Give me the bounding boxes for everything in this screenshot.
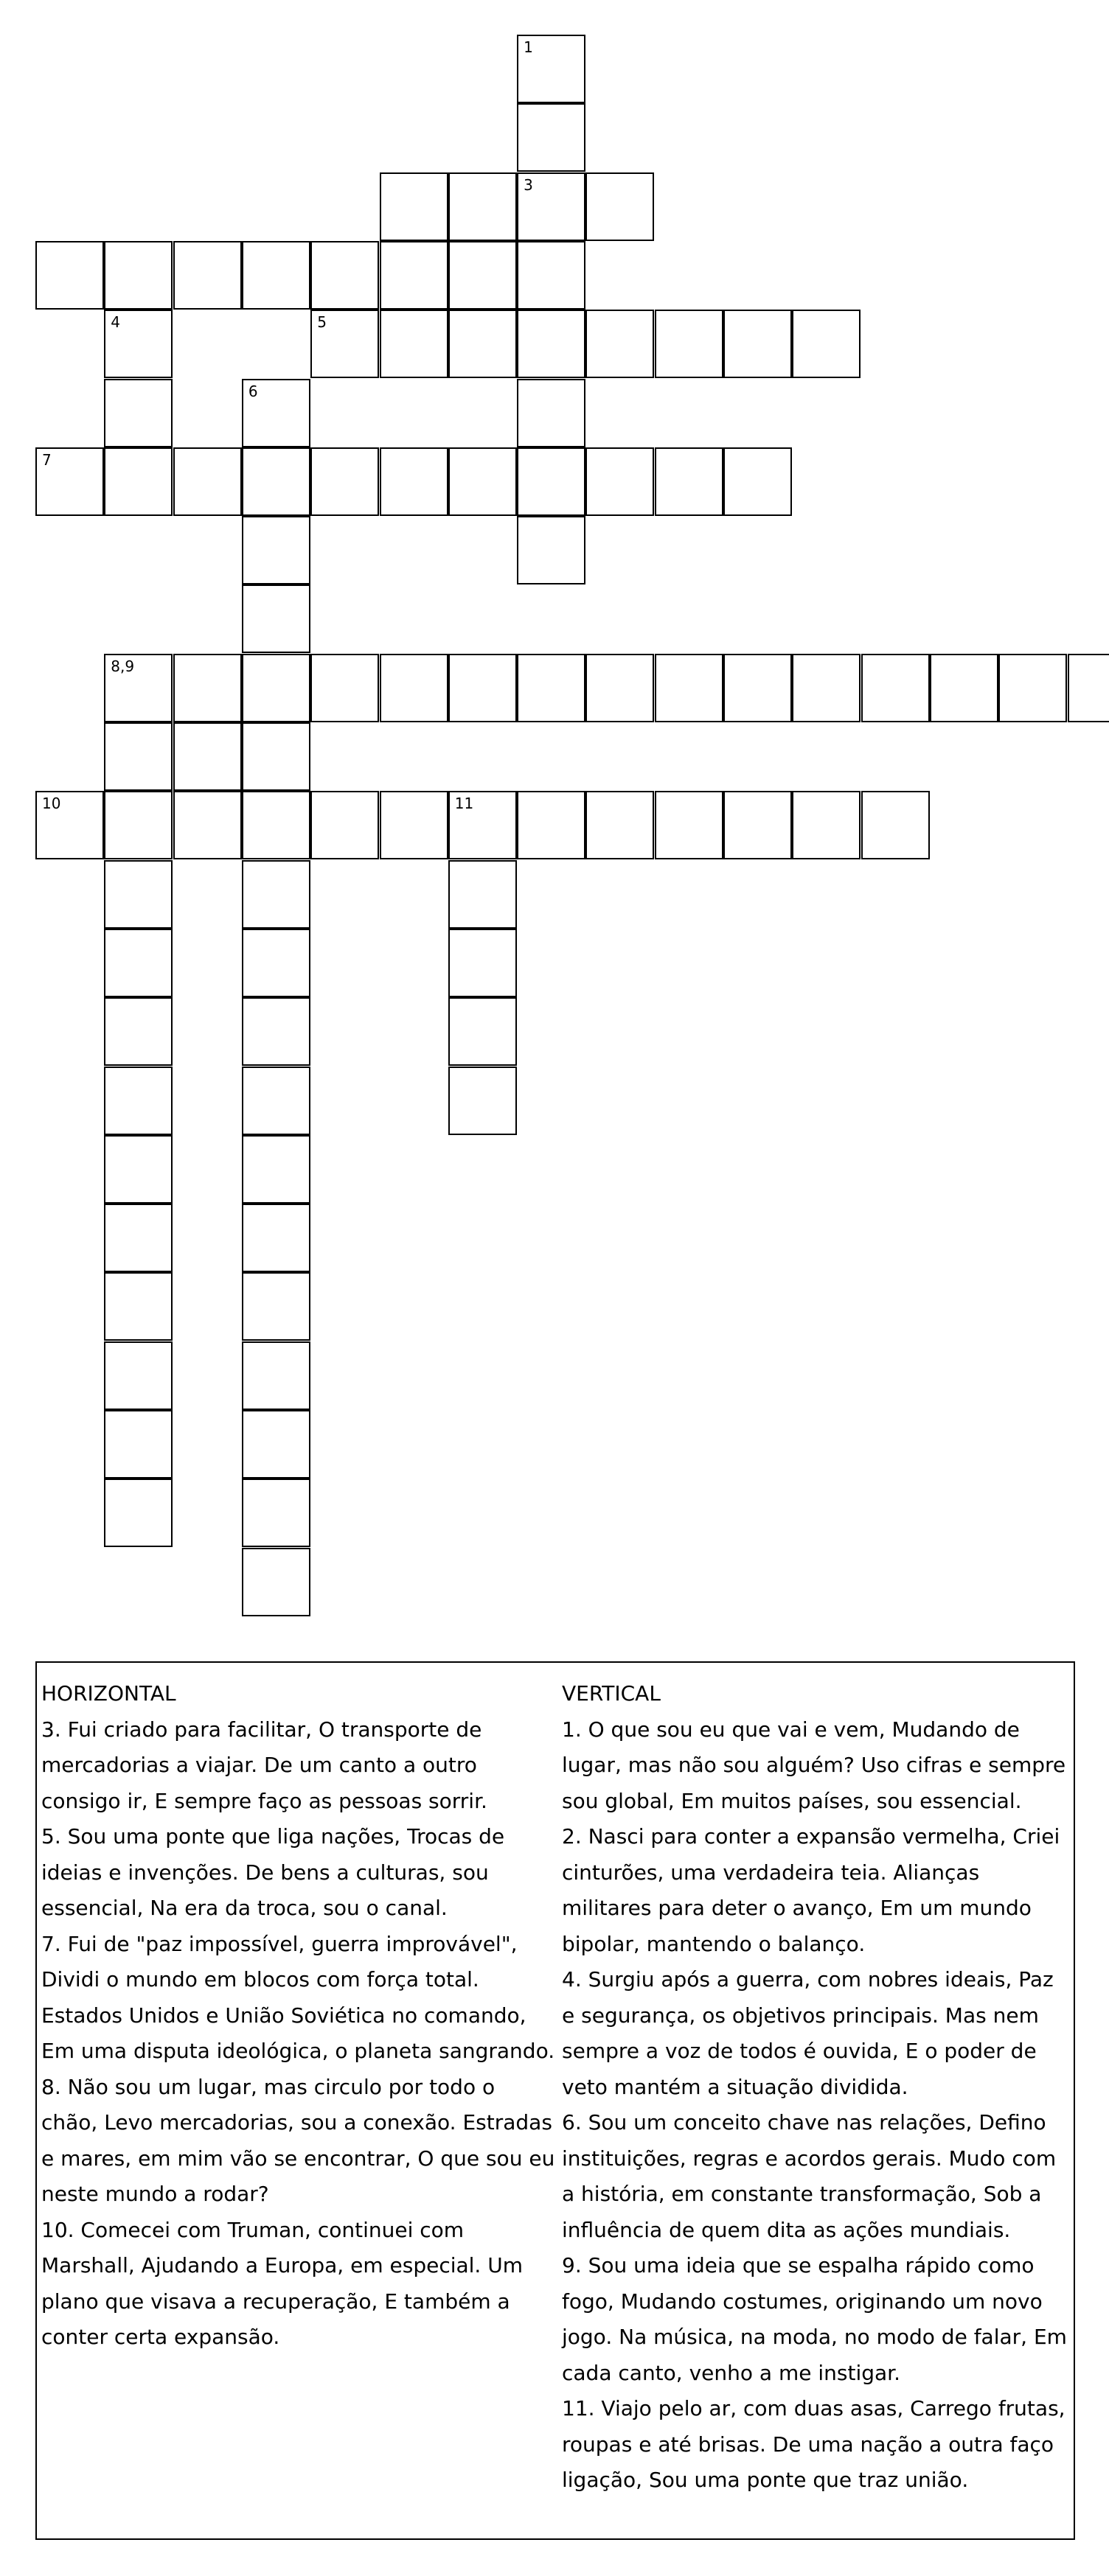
- grid-cell[interactable]: [861, 791, 930, 859]
- clue-v9: 9. Sou uma ideia que se espalha rápido como fogo, Mudando costumes, originando um novo jogo. Na música, na moda, no modo de falar, Em cada canto, venho a me instigar.: [562, 2253, 1067, 2385]
- grid-cell[interactable]: [242, 516, 310, 584]
- grid-cell[interactable]: [173, 447, 242, 516]
- grid-cell[interactable]: [35, 791, 104, 859]
- grid-cell[interactable]: [242, 1135, 310, 1204]
- grid-cell[interactable]: [792, 654, 861, 722]
- grid-cell[interactable]: [723, 791, 792, 859]
- grid-cell[interactable]: [242, 241, 310, 310]
- grid-cell[interactable]: [448, 791, 517, 859]
- grid-cell[interactable]: [242, 1410, 310, 1479]
- grid-cell[interactable]: [104, 241, 173, 310]
- clue-v11: 11. Viajo pelo ar, com duas asas, Carrego frutas, roupas e até brisas. De uma nação a outra faço ligação, Sou uma ponte que traz união.: [562, 2396, 1065, 2492]
- grid-cell[interactable]: [173, 241, 242, 310]
- grid-cell[interactable]: [448, 1067, 517, 1135]
- grid-cell[interactable]: [723, 310, 792, 378]
- grid-cell[interactable]: [242, 379, 310, 447]
- grid-cell[interactable]: [1068, 654, 1109, 722]
- grid-cell[interactable]: [104, 654, 173, 722]
- grid-cell[interactable]: [723, 447, 792, 516]
- grid-cell[interactable]: [448, 929, 517, 997]
- clue-h10: 10. Comecei com Truman, continuei com Marshall, Ajudando a Europa, em especial. Um plano que visava a recuperação, E também a conter certa expansão.: [41, 2217, 523, 2349]
- grid-cell[interactable]: [242, 929, 310, 997]
- grid-cell[interactable]: [861, 654, 930, 722]
- grid-cell[interactable]: [104, 310, 173, 378]
- grid-cell[interactable]: [104, 1272, 173, 1341]
- grid-cell[interactable]: [35, 241, 104, 310]
- grid-cell[interactable]: [585, 791, 654, 859]
- grid-cell[interactable]: [448, 172, 517, 241]
- grid-cell[interactable]: [655, 654, 723, 722]
- clue-v1: 1. O que sou eu que vai e vem, Mudando de lugar, mas não sou alguém? Uso cifras e sempre sou global, Em muitos países, sou essencial.: [562, 1717, 1066, 1813]
- grid-cell[interactable]: [517, 654, 585, 722]
- grid-cell[interactable]: [517, 516, 585, 584]
- grid-cell[interactable]: [517, 172, 585, 241]
- grid-cell[interactable]: [655, 310, 723, 378]
- grid-cell[interactable]: [104, 1067, 173, 1135]
- grid-cell[interactable]: [517, 35, 585, 103]
- grid-cell[interactable]: [242, 1548, 310, 1616]
- grid-cell[interactable]: [517, 241, 585, 310]
- grid-cell[interactable]: [310, 241, 379, 310]
- grid-cell[interactable]: [242, 722, 310, 791]
- grid-cell[interactable]: [517, 379, 585, 447]
- grid-cell[interactable]: [585, 172, 654, 241]
- grid-cell[interactable]: [380, 791, 448, 859]
- grid-cell[interactable]: [310, 791, 379, 859]
- grid-cell[interactable]: [104, 447, 173, 516]
- clue-v4: 4. Surgiu após a guerra, com nobres ideais, Paz e segurança, os objetivos principais. Mas nem sempre a voz de todos é ouvida, E o poder de veto mantém a situação dividida.: [562, 1967, 1054, 2099]
- grid-cell[interactable]: [242, 997, 310, 1066]
- grid-cell[interactable]: [448, 241, 517, 310]
- grid-cell[interactable]: [380, 241, 448, 310]
- grid-cell[interactable]: [517, 310, 585, 378]
- clue-v2: 2. Nasci para conter a expansão vermelha, Criei cinturões, uma verdadeira teia. Alianças militares para deter o avanço, Em um mundo bipolar, mantendo o balanço.: [562, 1824, 1060, 1956]
- grid-cell[interactable]: [104, 1479, 173, 1547]
- clue-h3: 3. Fui criado para facilitar, O transporte de mercadorias a viajar. De um canto a outro consigo ir, E sempre faço as pessoas sorrir.: [41, 1717, 487, 1813]
- grid-cell[interactable]: [380, 172, 448, 241]
- grid-cell[interactable]: [104, 1135, 173, 1204]
- clue-h8: 8. Não sou um lugar, mas circulo por todo o chão, Levo mercadorias, sou a conexão. Estradas e mares, em mim vão se encontrar, O que sou eu neste mundo a rodar?: [41, 2074, 555, 2206]
- grid-cell[interactable]: [448, 997, 517, 1066]
- grid-cell[interactable]: [104, 929, 173, 997]
- grid-cell[interactable]: [930, 654, 998, 722]
- grid-cell[interactable]: [998, 654, 1067, 722]
- grid-cell[interactable]: [448, 654, 517, 722]
- clue-number: 6: [248, 382, 258, 400]
- grid-cell[interactable]: [242, 1204, 310, 1272]
- grid-cell[interactable]: [104, 1341, 173, 1410]
- grid-cell[interactable]: [517, 791, 585, 859]
- clue-number: 7: [42, 450, 52, 469]
- grid-cell[interactable]: [792, 310, 861, 378]
- grid-cell[interactable]: [104, 722, 173, 791]
- grid-cell[interactable]: [242, 791, 310, 859]
- grid-cell[interactable]: [104, 791, 173, 859]
- grid-cell[interactable]: [104, 1204, 173, 1272]
- horizontal-clues: [41, 1676, 556, 2356]
- grid-cell[interactable]: [242, 1067, 310, 1135]
- clue-number: 11: [454, 795, 474, 813]
- grid-cell[interactable]: [35, 447, 104, 516]
- clue-number: 5: [317, 313, 327, 332]
- clue-h7: 7. Fui de "paz impossível, guerra improvável", Dividi o mundo em blocos com força total. Estados Unidos e União Soviética no comando, Em uma disputa ideológica, o planeta sangrando.: [41, 1931, 555, 2063]
- grid-cell[interactable]: [173, 791, 242, 859]
- vertical-heading: VERTICAL: [562, 1681, 661, 1706]
- grid-cell[interactable]: [380, 310, 448, 378]
- grid-cell[interactable]: [173, 722, 242, 791]
- grid-cell[interactable]: [104, 1410, 173, 1479]
- grid-cell[interactable]: [655, 791, 723, 859]
- grid-cell[interactable]: [310, 310, 379, 378]
- grid-cell[interactable]: [723, 654, 792, 722]
- grid-cell[interactable]: [585, 654, 654, 722]
- grid-cell[interactable]: [448, 447, 517, 516]
- grid-cell[interactable]: [517, 447, 585, 516]
- grid-cell[interactable]: [585, 310, 654, 378]
- grid-cell[interactable]: [104, 379, 173, 447]
- grid-cell[interactable]: [104, 997, 173, 1066]
- clue-number: 1: [524, 38, 533, 56]
- grid-cell[interactable]: [655, 447, 723, 516]
- grid-cell[interactable]: [380, 447, 448, 516]
- grid-cell[interactable]: [585, 447, 654, 516]
- vertical-clues: [562, 1676, 1071, 2499]
- clues-box: [35, 1661, 1075, 2540]
- clue-number: 8,9: [111, 657, 135, 675]
- clue-number: 10: [42, 795, 61, 813]
- grid-cell[interactable]: [242, 1479, 310, 1547]
- clue-number: 4: [111, 313, 121, 332]
- grid-cell[interactable]: [173, 654, 242, 722]
- grid-cell[interactable]: [310, 654, 379, 722]
- grid-cell[interactable]: [242, 1341, 310, 1410]
- grid-cell[interactable]: [310, 447, 379, 516]
- grid-cell[interactable]: [448, 860, 517, 929]
- horizontal-heading: HORIZONTAL: [41, 1681, 176, 1706]
- clue-v6: 6. Sou um conceito chave nas relações, Defino instituições, regras e acordos gerais. Mudo com a história, em constante transformação, Sob a influência de quem dita as ações mundiais.: [562, 2110, 1057, 2242]
- grid-cell[interactable]: [448, 310, 517, 378]
- grid-cell[interactable]: [242, 1272, 310, 1341]
- clue-number: 3: [524, 175, 533, 194]
- grid-cell[interactable]: [792, 791, 861, 859]
- grid-cell[interactable]: [242, 860, 310, 929]
- grid-cell[interactable]: [242, 447, 310, 516]
- grid-cell[interactable]: [517, 103, 585, 172]
- grid-cell[interactable]: [380, 654, 448, 722]
- grid-cell[interactable]: [242, 584, 310, 653]
- grid-cell[interactable]: [104, 860, 173, 929]
- clue-h5: 5. Sou uma ponte que liga nações, Trocas de ideias e invenções. De bens a culturas, sou essencial, Na era da troca, sou o canal.: [41, 1824, 505, 1920]
- grid-cell[interactable]: [242, 654, 310, 722]
